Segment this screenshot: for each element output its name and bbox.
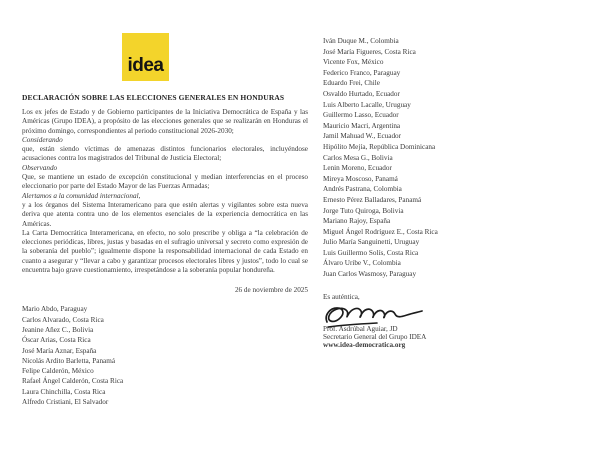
signatory-name: Carlos Alvarado, Costa Rica xyxy=(22,315,104,324)
signatory-name: Jeanine Añez C., Bolivia xyxy=(22,325,94,334)
signatory-name: Laura Chinchilla, Costa Rica xyxy=(22,387,106,396)
signatories-left xyxy=(22,304,308,407)
left-column xyxy=(22,33,308,407)
signatory-name: José María Aznar, España xyxy=(22,346,97,355)
body-paragraph: Considerando xyxy=(22,135,63,144)
body-paragraph: que, están siendo víctimas de amenazas distintos funcionarios electorales, incluyéndose acusaciones contra los magistrados del Tribunal de Justicia Electoral; xyxy=(22,145,308,163)
signatory-name: Jamil Mahuad W., Ecuador xyxy=(323,132,402,141)
body-paragraph: Que, se mantiene un estado de excepción constitucional y median interferencias en el proceso eleccionario por parte del Estado Mayor de las Fuerzas Armadas; xyxy=(22,173,308,191)
signer-title: Secretario General del Grupo IDEA xyxy=(323,332,427,341)
body-paragraph: Los ex jefes de Estado y de Gobierno participantes de la Iniciativa Democrática de España y las Américas (Grupo IDEA), a propósito de las elecciones generales que se realizarán en Honduras el próximo domingo, correspondientes al periodo constitucional 2026-2030; xyxy=(22,108,308,135)
signatory-name: Rafael Ángel Calderón, Costa Rica xyxy=(22,377,124,386)
signatory-name: Luis Guillermo Solís, Costa Rica xyxy=(323,248,419,257)
document-title: DECLARACIÓN SOBRE LAS ELECCIONES GENERALES EN HONDURAS xyxy=(22,93,285,102)
signatory-name: Vicente Fox, México xyxy=(323,58,384,67)
signatory-name: Mariano Rajoy, España xyxy=(323,217,391,226)
signatory-name: Iván Duque M., Colombia xyxy=(323,37,399,45)
signatory-name: Ernesto Pérez Balladares, Panamá xyxy=(323,195,422,204)
signatory-name: Mauricio Macri, Argentina xyxy=(323,121,401,130)
signatory-name: Mireya Moscoso, Panamá xyxy=(323,174,398,183)
signatories-right xyxy=(323,36,587,280)
right-column xyxy=(323,36,587,349)
signatory-name: Andrés Pastrana, Colombia xyxy=(323,185,402,194)
signatory-name: Lenin Moreno, Ecuador xyxy=(323,164,392,173)
signatory-name: Eduardo Frei, Chile xyxy=(323,79,380,88)
signatory-name: Miguel Ángel Rodríguez E., Costa Rica xyxy=(323,227,438,236)
signature-scribble xyxy=(321,303,587,323)
signatory-name: Felipe Calderón, México xyxy=(22,367,94,376)
signatory-name: Federico Franco, Paraguay xyxy=(323,68,401,77)
signer-name: Prof. Asdrúbal Aguiar, JD xyxy=(323,324,398,333)
idea-logo-text: idea xyxy=(127,55,164,76)
signatory-name: Juan Carlos Wasmosy, Paraguay xyxy=(323,270,417,279)
body-paragraph: y a los órganos del Sistema Interamericano para que estén alertas y vigilantes sobre esta nueva deriva que atenta contra uno de los elementos esenciales de la experiencia democrática en las Américas. xyxy=(22,200,308,228)
signatory-name: Óscar Arias, Costa Rica xyxy=(22,336,91,345)
idea-logo xyxy=(122,33,169,81)
attestation-line: Es auténtica, xyxy=(323,292,360,301)
signatory-name: Guillermo Lasso, Ecuador xyxy=(323,111,399,120)
signatory-name: Alfredo Cristiani, El Salvador xyxy=(22,398,109,407)
document-body xyxy=(22,108,308,275)
signatory-name: Hipólito Mejía, República Dominicana xyxy=(323,142,436,151)
date-line: 26 de noviembre de 2025 xyxy=(234,286,308,295)
signatory-name: José María Figueres, Costa Rica xyxy=(323,47,416,56)
website-url: www.idea-democratica.org xyxy=(323,340,406,349)
signatory-name: Mario Abdo, Paraguay xyxy=(22,305,88,314)
signatory-name: Julio María Sanguinetti, Uruguay xyxy=(323,238,420,247)
body-paragraph: Alertamos a la comunidad internacional, xyxy=(22,191,141,200)
signatory-name: Luis Alberto Lacalle, Uruguay xyxy=(323,100,411,109)
signatory-name: Carlos Mesa G., Bolivia xyxy=(323,153,393,162)
body-paragraph: Observando xyxy=(22,163,58,172)
body-paragraph: La Carta Democrática Interamericana, en efecto, no solo prescribe y obliga a “la celebración de elecciones periódicas, libres, justas y basadas en el sufragio universal y secreto como expresión de la soberanía del pueblo”; igualmente dispone la responsabilidad internacional de cada Estado en cuanto a asegurar y “llevar a cabo y garantizar procesos electorales libres y justos”, todo lo cual se encuentra bajo grave cuestionamiento, irrespetándose a la soberanía popular hondureña. xyxy=(22,228,308,275)
signatory-name: Jorge Tuto Quiroga, Bolivia xyxy=(323,206,404,215)
signatory-name: Álvaro Uribe V., Colombia xyxy=(323,259,401,268)
signatory-name: Nicolás Ardito Barletta, Panamá xyxy=(22,356,116,365)
signatory-name: Osvaldo Hurtado, Ecuador xyxy=(323,89,400,98)
